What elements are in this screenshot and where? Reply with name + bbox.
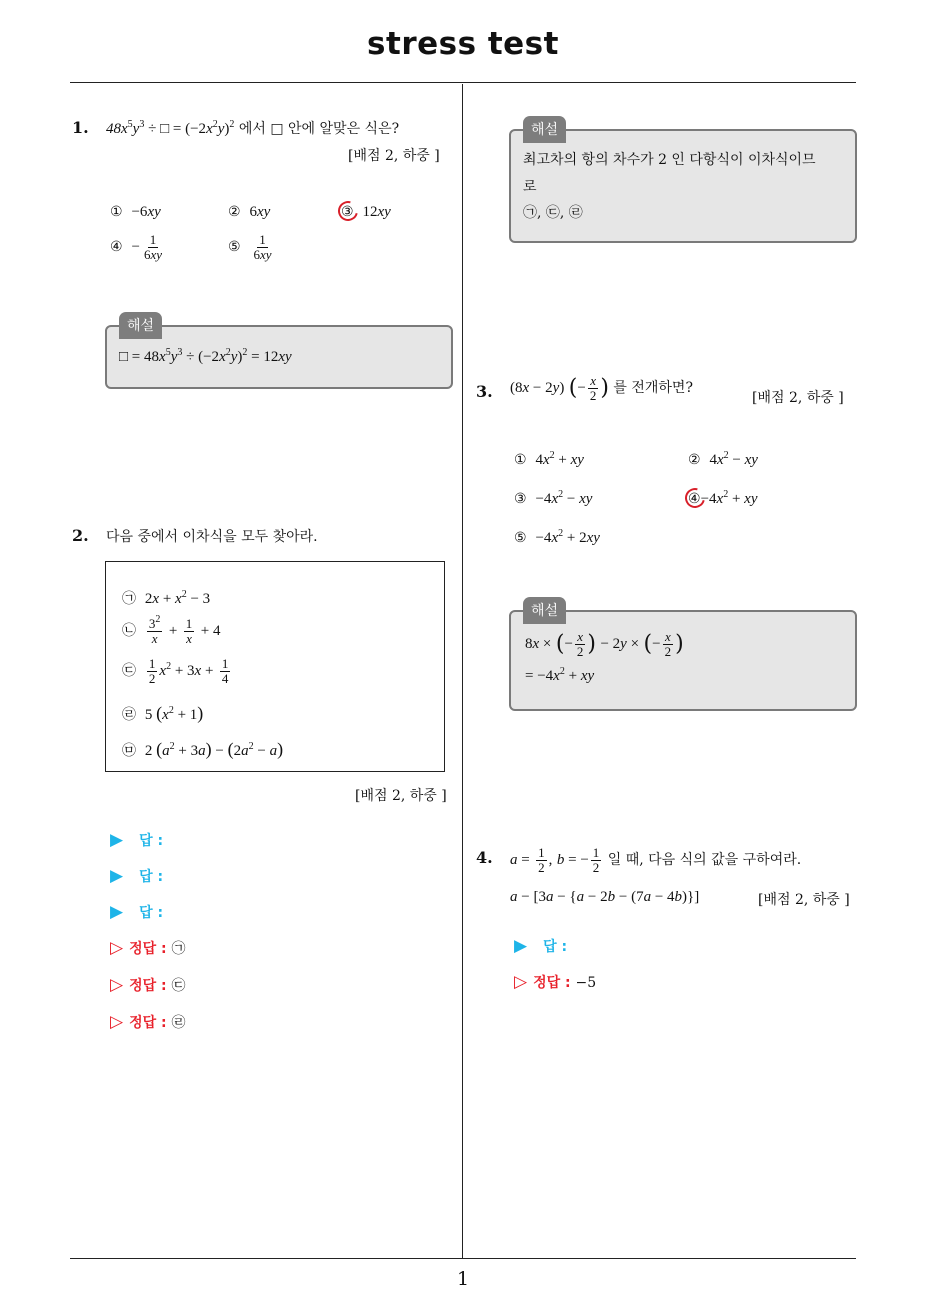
explanation-tag: 해설 xyxy=(119,312,162,339)
play-triangle-icon: ▶ xyxy=(110,866,124,886)
play-triangle-icon: ▶ xyxy=(110,830,124,850)
question-number: 1. xyxy=(72,118,89,137)
answer-line-1[interactable]: ▶ 답 : xyxy=(514,936,568,956)
explanation-box xyxy=(509,603,857,711)
option-2[interactable]: ② 6xy xyxy=(228,204,271,220)
score-label: [배점 2, 하중 ] xyxy=(348,148,440,164)
expression-box xyxy=(105,561,445,772)
correct-answer-3: ▷ 정답 : ㉣ xyxy=(110,1012,186,1032)
answer-line-2[interactable]: ▶ 답 : xyxy=(110,866,164,886)
list-item: ㉣ 5 $(x^2 + 1)$ xyxy=(122,703,204,723)
play-triangle-icon: ▶ xyxy=(514,936,528,956)
question-expression: a − [3a − {a − 2b − (7a − 4b)}] xyxy=(510,889,700,905)
option-5[interactable]: ⑤ $\frac{1}{6xy}$ xyxy=(228,232,272,262)
explanation-tag: 해설 xyxy=(523,597,566,624)
selected-circle-mark xyxy=(334,197,361,224)
correct-answer-1: ▷ 정답 : ㉠ xyxy=(110,938,186,958)
page-number: 1 xyxy=(456,1268,470,1290)
explanation-tag: 해설 xyxy=(523,116,566,143)
correct-answer-2: ▷ 정답 : ㉢ xyxy=(110,975,186,995)
explanation-box xyxy=(105,318,453,389)
option-2[interactable]: ② $4x^2$ − xy xyxy=(688,450,758,468)
column-divider xyxy=(462,84,463,1259)
answer-line-1[interactable]: ▶ 답 : xyxy=(110,830,164,850)
list-item: ㉠ $2x + x^2 - 3$ xyxy=(122,589,211,607)
explanation-body-line-1: 8x × (− $\frac{x}{2}$ ) − 2y × (− $\frac{x}{2}$ ) xyxy=(525,629,684,659)
correct-answer-1: ▷ 정답 : −5 xyxy=(514,972,597,992)
explanation-body: □ = $48x^5y^3 \div (-2x^2y)^2 = 12xy$ xyxy=(119,347,292,365)
outline-triangle-icon: ▷ xyxy=(110,975,124,995)
play-triangle-icon: ▶ xyxy=(110,902,124,922)
option-4[interactable]: ④ − $\frac{1}{6xy}$ xyxy=(110,232,162,262)
option-1[interactable]: ① −6xy xyxy=(110,204,161,220)
score-label: [배점 2, 하중 ] xyxy=(758,892,850,908)
question-text-suffix: 에서 □ 안에 알맞은 식은? xyxy=(238,121,400,137)
option-3[interactable]: ③ 12xy xyxy=(341,204,391,221)
explanation-box xyxy=(509,122,857,243)
list-item: ㉡ $\frac{3^2}{x}$ + $\frac{1}{x}$ + 4 xyxy=(122,614,221,646)
option-1[interactable]: ① $4x^2$ + xy xyxy=(514,450,584,468)
outline-triangle-icon: ▷ xyxy=(110,938,124,958)
score-label: [배점 2, 하중 ] xyxy=(752,390,844,406)
question-number: 3. xyxy=(476,382,493,401)
explanation-body-line-2: = $-4x^2$ + xy xyxy=(525,666,595,684)
question-text: 다음 중에서 이차식을 모두 찾아라. xyxy=(106,529,318,545)
outline-triangle-icon: ▷ xyxy=(514,972,528,992)
list-item: ㉢ $\frac{1}{2}$ $x^2 + 3x$ + $\frac{1}{4}$ xyxy=(122,656,229,686)
answer-line-3[interactable]: ▶ 답 : xyxy=(110,902,164,922)
question-number: 4. xyxy=(476,848,493,867)
question-number: 2. xyxy=(72,526,89,545)
option-5[interactable]: ⑤ $-4x^2 + 2xy$ xyxy=(514,528,600,546)
score-label: [배점 2, 하중 ] xyxy=(355,788,447,804)
selected-circle-mark xyxy=(681,484,708,511)
option-4[interactable]: ④ $-4x^2$ + xy xyxy=(688,491,758,508)
footer-rule xyxy=(70,1258,856,1259)
header-rule xyxy=(70,82,856,83)
outline-triangle-icon: ▷ xyxy=(110,1012,124,1032)
question-text: (8x − 2y) (− $\frac{x}{2}$ ) 를 전개하면? xyxy=(510,373,693,403)
list-item: ㉤ 2 $(a^2 + 3a) - (2a^2 - a)$ xyxy=(122,739,284,759)
question-text: a = $\frac{1}{2}$ , b = − $\frac{1}{2}$ 일 때, 다음 식의 값을 구하여라. xyxy=(510,845,802,875)
question-text: $48x^5y^3$ ÷ □ = $(-2x^2y)^2$ 에서 □ 안에 알맞은 식은? xyxy=(106,119,400,137)
option-3[interactable]: ③ $-4x^2$ − xy xyxy=(514,489,593,507)
explanation-body: 최고차의 항의 차수가 2 인 다항식이 이차식이므 로 ㉠, ㉢, ㉣ xyxy=(523,152,816,222)
page-title: stress test xyxy=(367,26,559,62)
